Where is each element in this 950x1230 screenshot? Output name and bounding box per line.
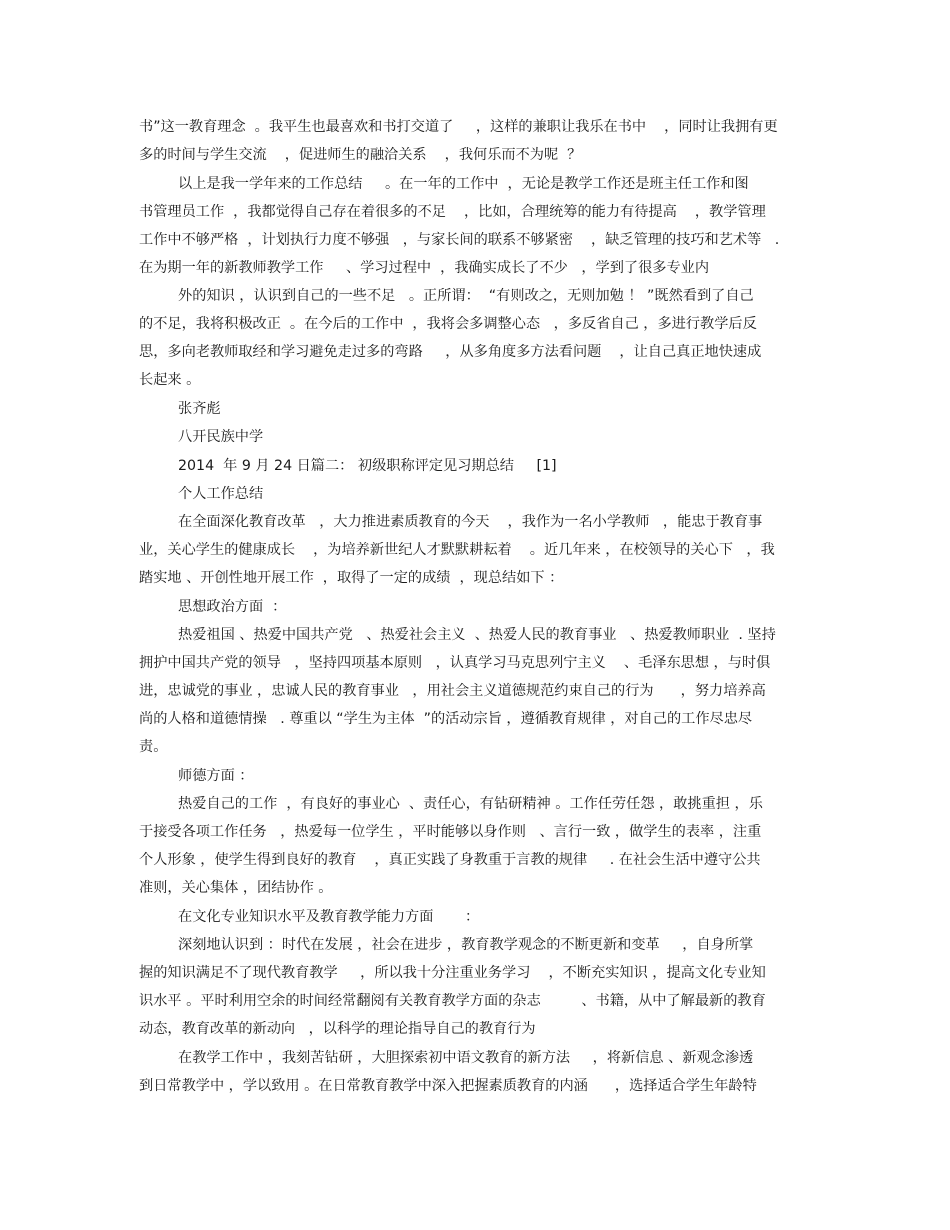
text-line: 工作中不够严格 ，计划执行力度不够强 ，与家长间的联系不够紧密 ，缺乏管理的技巧和艺术等 .	[139, 232, 780, 248]
text-line: 热爱祖国 、热爱中国共产党 、热爱社会主义 、热爱人民的教育事业 、热爱教师职业 . 坚持	[178, 627, 776, 643]
text-line: 长起来 。	[139, 372, 201, 388]
text-line: 个人形象 ，使学生得到良好的教育 ，真正实践了身教重于言教的规律 . 在社会生活中遵守公共	[139, 852, 761, 868]
text-line: 书”这一教育理念 。我平生也最喜欢和书打交道了 ，这样的兼职让我乐在书中 ，同时让我拥有更	[139, 119, 778, 135]
text-line: 踏实地 、开创性地开展工作 ，取得了一定的成绩 ，现总结如下 ：	[139, 570, 564, 586]
text-line: 多的时间与学生交流 ，促进师生的融洽关系 ，我何乐而不为呢 ？	[139, 147, 582, 163]
signature-name: 张齐彪	[178, 401, 221, 417]
text-line: 识水平 。平时利用空余的时间经常翻阅有关教育教学方面的杂志 、书籍，从中了解最新的教育	[139, 993, 766, 1009]
date-heading: 2014 年 9 月 24 日篇二： 初级职称评定见习期总结 [1]	[178, 458, 557, 474]
text-line: 在为期一年的新教师教学工作 、学习过程中 ，我确实成长了不少 ，学到了很多专业内	[139, 260, 710, 276]
text-line: 拥护中国共产党的领导 ，坚持四项基本原则 ，认真学习马克思列宁主义 、毛泽东思想 ，与时俱	[139, 655, 771, 671]
text-line: 进，忠诚党的事业 ，忠诚人民的教育事业 ，用社会主义道德规范约束自己的行为 ，努力培养高	[139, 683, 766, 699]
text-line: 在教学工作中 ，我刻苦钻研 ，大胆探索初中语文教育的新方法 ，将新信息 、新观念渗透	[178, 1050, 754, 1066]
text-line: 思，多向老教师取经和学习避免走过多的弯路 ，从多角度多方法看问题 ，让自己真正地快速成	[139, 344, 762, 360]
text-line: 尚的人格和道德情操 . 尊重以 “学生为主体 ”的活动宗旨 ，遵循教育规律 ，对自己的工作尽忠尽	[139, 711, 753, 727]
text-line: 以上是我一学年来的工作总结 。在一年的工作中 ，无论是教学工作还是班主任工作和图	[178, 176, 749, 192]
text-line: 在全面深化教育改革 ，大力推进素质教育的今天 ，我作为一名小学教师 ，能忠于教育事	[178, 514, 763, 530]
text-line: 热爱自己的工作 ，有良好的事业心 、责任心，有钻研精神 。工作任劳任怨 ，敢挑重担 ，乐	[178, 796, 763, 812]
text-line: 书管理员工作 ，我都觉得自己存在着很多的不足 ，比如，合理统筹的能力有待提高 ，教学管理	[139, 204, 766, 220]
text-line: 的不足，我将积极改正 。在今后的工作中 ，我将会多调整心态 ，多反省自己 ，多进行教学后反	[139, 316, 757, 332]
text-line: 动态，教育改革的新动向 ，以科学的理论指导自己的教育行为	[139, 1021, 536, 1037]
text-line: 责。	[139, 739, 168, 755]
subheading: 师德方面 ：	[178, 768, 254, 784]
subheading: 思想政治方面 ：	[178, 599, 287, 615]
section-title: 个人工作总结	[178, 486, 264, 502]
subheading: 在文化专业知识水平及教育教学能力方面 ：	[178, 909, 480, 925]
text-line: 外的知识 ，认识到自己的一些不足 。正所谓： “有则改之，无则加勉 ！ ”既然看到了自己	[178, 288, 754, 304]
text-line: 握的知识满足不了现代教育教学 ，所以我十分注重业务学习 ，不断充实知识 ，提高文化专业知	[139, 965, 766, 981]
text-line: 深刻地认识到 ：时代在发展 ，社会在进步 ，教育教学观念的不断更新和变革 ，自身所掌	[178, 937, 754, 953]
text-line: 到日常教学中 ，学以致用 。在日常教育教学中深入把握素质教育的内涵 ，选择适合学生年龄特	[139, 1078, 757, 1094]
text-line: 业，关心学生的健康成长 ，为培养新世纪人才默默耕耘着 。近几年来 ，在校领导的关心下 ，我	[139, 542, 775, 558]
school-name: 八开民族中学	[178, 429, 264, 445]
text-line: 准则，关心集体 ，团结协作 。	[139, 880, 333, 896]
text-line: 于接受各项工作任务 ，热爱每一位学生 ，平时能够以身作则 、言行一致 ，做学生的表率 ，注重	[139, 824, 762, 840]
